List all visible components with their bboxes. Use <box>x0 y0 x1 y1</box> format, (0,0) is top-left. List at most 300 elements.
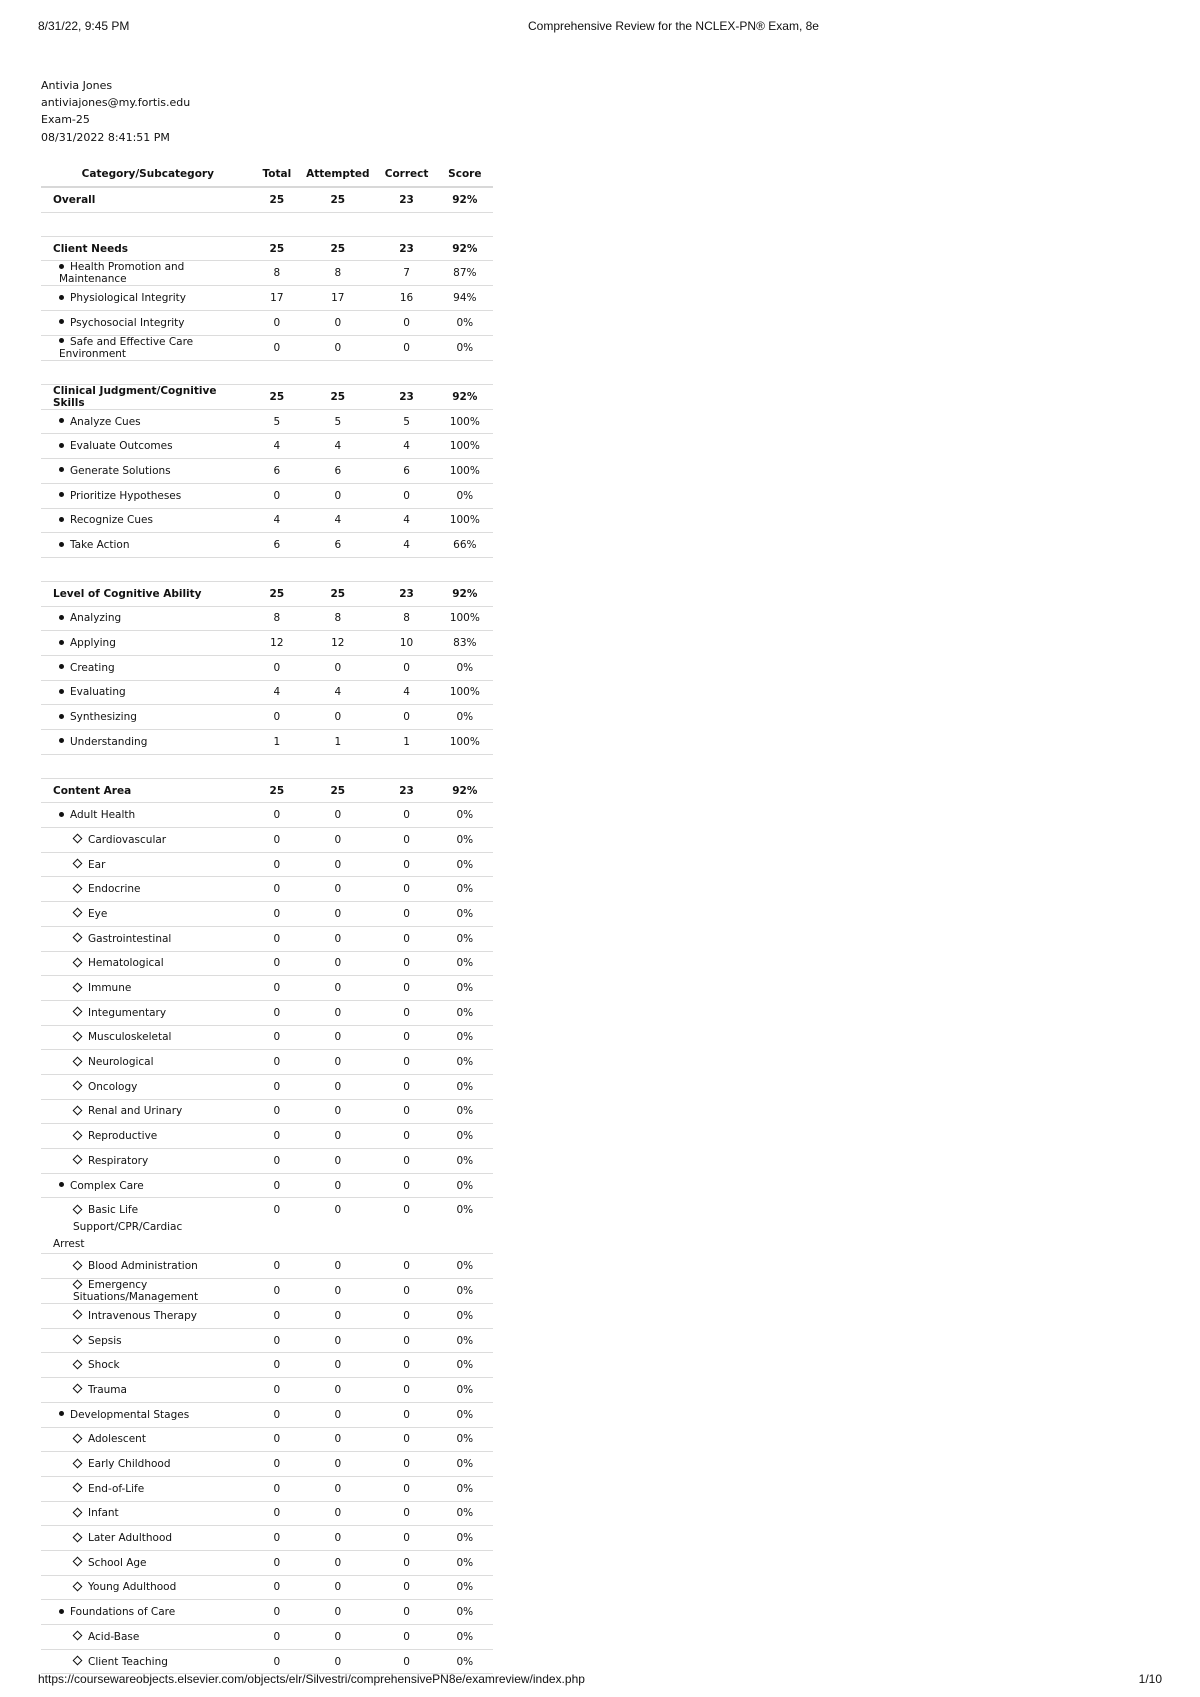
table-row <box>41 730 493 755</box>
attempted-cell: 1 <box>299 730 376 755</box>
category-label: Trauma <box>88 1383 127 1396</box>
category-label: Endocrine <box>88 883 141 896</box>
attempted-cell: 0 <box>299 1328 376 1353</box>
diamond-icon <box>73 1458 83 1468</box>
correct-cell: 23 <box>376 778 436 803</box>
score-cell: 0% <box>437 1124 493 1149</box>
total-cell: 0 <box>255 1304 300 1329</box>
diamond-icon <box>73 834 83 844</box>
diamond-icon <box>73 883 83 893</box>
total-cell: 0 <box>255 1600 300 1625</box>
table-row <box>41 1600 493 1625</box>
score-cell: 92% <box>437 778 493 803</box>
category-cell <box>41 533 255 558</box>
category-cell <box>41 778 255 803</box>
category-cell <box>41 335 255 360</box>
total-cell: 0 <box>255 1575 300 1600</box>
attempted-cell: 0 <box>299 1149 376 1174</box>
table-row <box>41 187 493 212</box>
correct-cell: 0 <box>376 1600 436 1625</box>
total-cell: 8 <box>255 606 300 631</box>
bullet-icon <box>59 295 64 300</box>
attempted-cell: 0 <box>299 655 376 680</box>
attempted-cell: 0 <box>299 1254 376 1279</box>
print-date: 8/31/22, 9:45 PM <box>38 19 130 33</box>
bullet-icon <box>59 517 64 522</box>
table-row <box>41 1279 493 1304</box>
diamond-icon <box>73 859 83 869</box>
score-cell: 0% <box>437 1600 493 1625</box>
correct-cell: 4 <box>376 533 436 558</box>
category-label: Renal and Urinary <box>88 1105 183 1118</box>
table-row <box>41 1000 493 1025</box>
attempted-cell: 0 <box>299 926 376 951</box>
correct-cell: 23 <box>376 581 436 606</box>
col-header-category: Category/Subcategory <box>41 162 255 187</box>
category-cell <box>41 286 255 311</box>
correct-cell: 0 <box>376 1476 436 1501</box>
attempted-cell: 0 <box>299 1526 376 1551</box>
diamond-icon <box>73 1335 83 1345</box>
col-header-score: Score <box>437 162 493 187</box>
table-row <box>41 926 493 951</box>
table-row <box>41 803 493 828</box>
total-cell: 0 <box>255 1378 300 1403</box>
category-cell <box>41 1378 255 1403</box>
category-label: Developmental Stages <box>70 1408 190 1421</box>
attempted-cell: 0 <box>299 335 376 360</box>
category-cell <box>41 705 255 730</box>
total-cell: 0 <box>255 1124 300 1149</box>
category-label: Safe and Effective Care Environment <box>59 335 194 360</box>
attempted-cell: 0 <box>299 976 376 1001</box>
correct-cell: 4 <box>376 508 436 533</box>
category-label: Analyze Cues <box>70 415 141 428</box>
bullet-icon <box>59 264 64 269</box>
total-cell: 6 <box>255 459 300 484</box>
category-cell <box>41 1600 255 1625</box>
correct-cell: 0 <box>376 1149 436 1174</box>
category-cell <box>41 1198 255 1254</box>
table-row <box>41 1575 493 1600</box>
correct-cell: 4 <box>376 434 436 459</box>
category-cell <box>41 187 255 212</box>
correct-cell: 0 <box>376 1353 436 1378</box>
attempted-cell: 0 <box>299 1000 376 1025</box>
correct-cell: 0 <box>376 1526 436 1551</box>
attempted-cell: 0 <box>299 1173 376 1198</box>
correct-cell: 23 <box>376 236 436 261</box>
diamond-icon <box>73 1557 83 1567</box>
category-label-continued: Arrest <box>53 1238 85 1251</box>
total-cell: 0 <box>255 1254 300 1279</box>
correct-cell: 0 <box>376 1173 436 1198</box>
diamond-icon <box>73 1007 83 1017</box>
total-cell: 25 <box>255 187 300 212</box>
table-row <box>41 655 493 680</box>
score-cell: 83% <box>437 631 493 656</box>
category-label: Young Adulthood <box>88 1581 177 1594</box>
table-row <box>41 1099 493 1124</box>
category-label: Ear <box>88 858 106 871</box>
bullet-icon <box>59 714 64 719</box>
correct-cell: 0 <box>376 1575 436 1600</box>
diamond-icon <box>73 1106 83 1116</box>
total-cell: 4 <box>255 680 300 705</box>
bullet-icon <box>59 1411 64 1416</box>
score-cell: 0% <box>437 1328 493 1353</box>
col-header-correct: Correct <box>376 162 436 187</box>
bullet-icon <box>59 338 64 343</box>
category-label: End-of-Life <box>88 1482 145 1495</box>
total-cell: 0 <box>255 803 300 828</box>
table-row <box>41 1550 493 1575</box>
attempted-cell: 0 <box>299 1279 376 1304</box>
category-label: Overall <box>53 193 96 206</box>
bullet-icon <box>59 443 64 448</box>
attempted-cell: 25 <box>299 581 376 606</box>
attempted-cell: 0 <box>299 1353 376 1378</box>
score-cell: 0% <box>437 877 493 902</box>
correct-cell: 0 <box>376 1304 436 1329</box>
total-cell: 5 <box>255 409 300 434</box>
category-label: Adult Health <box>70 809 136 822</box>
attempted-cell: 4 <box>299 680 376 705</box>
attempted-cell: 0 <box>299 1304 376 1329</box>
category-label: Sepsis <box>88 1334 122 1347</box>
correct-cell: 7 <box>376 261 436 286</box>
bullet-icon <box>59 319 64 324</box>
total-cell: 0 <box>255 877 300 902</box>
category-cell <box>41 631 255 656</box>
score-cell: 0% <box>437 1353 493 1378</box>
attempted-cell: 0 <box>299 1452 376 1477</box>
total-cell: 17 <box>255 286 300 311</box>
score-cell: 100% <box>437 508 493 533</box>
bullet-icon <box>59 812 64 817</box>
total-cell: 0 <box>255 1526 300 1551</box>
attempted-cell: 0 <box>299 803 376 828</box>
category-label: Take Action <box>70 539 130 552</box>
category-cell <box>41 581 255 606</box>
table-row <box>41 1050 493 1075</box>
category-cell <box>41 852 255 877</box>
score-cell: 0% <box>437 1501 493 1526</box>
category-cell <box>41 434 255 459</box>
correct-cell: 8 <box>376 606 436 631</box>
score-cell: 0% <box>437 951 493 976</box>
bullet-icon <box>59 1182 64 1187</box>
score-cell: 100% <box>437 409 493 434</box>
category-label: Understanding <box>70 735 148 748</box>
category-label: Blood Administration <box>88 1260 198 1273</box>
attempted-cell: 4 <box>299 508 376 533</box>
correct-cell: 0 <box>376 1402 436 1427</box>
score-cell: 0% <box>437 311 493 336</box>
attempted-cell: 0 <box>299 877 376 902</box>
score-cell: 100% <box>437 730 493 755</box>
table-row <box>41 434 493 459</box>
category-cell <box>41 311 255 336</box>
attempted-cell: 0 <box>299 1600 376 1625</box>
attempted-cell: 0 <box>299 1124 376 1149</box>
table-row <box>41 1402 493 1427</box>
total-cell: 0 <box>255 655 300 680</box>
score-cell: 0% <box>437 1649 493 1674</box>
attempted-cell: 0 <box>299 311 376 336</box>
attempted-cell: 8 <box>299 261 376 286</box>
diamond-icon <box>73 1081 83 1091</box>
category-label: Analyzing <box>70 612 122 625</box>
table-row <box>41 286 493 311</box>
spacer-cell <box>41 557 493 581</box>
table-row <box>41 1124 493 1149</box>
category-label: Generate Solutions <box>70 464 171 477</box>
correct-cell: 0 <box>376 1452 436 1477</box>
category-label: Acid-Base <box>88 1630 140 1643</box>
category-label: Immune <box>88 982 132 995</box>
total-cell: 0 <box>255 311 300 336</box>
total-cell: 0 <box>255 1353 300 1378</box>
table-row <box>41 533 493 558</box>
attempted-cell: 12 <box>299 631 376 656</box>
correct-cell: 1 <box>376 730 436 755</box>
bullet-icon <box>59 492 64 497</box>
score-cell: 100% <box>437 606 493 631</box>
score-cell: 0% <box>437 1050 493 1075</box>
total-cell: 25 <box>255 236 300 261</box>
correct-cell: 0 <box>376 877 436 902</box>
total-cell: 12 <box>255 631 300 656</box>
correct-cell: 0 <box>376 828 436 853</box>
category-cell <box>41 951 255 976</box>
category-label: Infant <box>88 1507 119 1520</box>
category-label: Health Promotion and Maintenance <box>59 261 185 286</box>
total-cell: 0 <box>255 852 300 877</box>
total-cell: 0 <box>255 828 300 853</box>
attempted-cell: 0 <box>299 1550 376 1575</box>
category-label: Synthesizing <box>70 711 137 724</box>
category-cell <box>41 1173 255 1198</box>
category-label: Foundations of Care <box>70 1606 176 1619</box>
score-cell: 66% <box>437 533 493 558</box>
category-label: Integumentary <box>88 1006 167 1019</box>
category-cell <box>41 926 255 951</box>
spacer-cell <box>41 212 493 236</box>
diamond-icon <box>73 1631 83 1641</box>
total-cell: 0 <box>255 1402 300 1427</box>
score-table <box>41 162 493 1674</box>
score-cell: 0% <box>437 1254 493 1279</box>
category-cell <box>41 1099 255 1124</box>
exam-datetime: 08/31/2022 8:41:51 PM <box>41 130 170 144</box>
total-cell: 0 <box>255 1173 300 1198</box>
score-cell: 0% <box>437 1198 493 1254</box>
category-label: Intravenous Therapy <box>88 1309 197 1322</box>
category-cell <box>41 1124 255 1149</box>
category-label: Psychosocial Integrity <box>70 316 185 329</box>
total-cell: 0 <box>255 1074 300 1099</box>
attempted-cell: 0 <box>299 1050 376 1075</box>
correct-cell: 23 <box>376 384 436 409</box>
bullet-icon <box>59 640 64 645</box>
diamond-icon <box>73 1433 83 1443</box>
print-url: https://coursewareobjects.elsevier.com/objects/elr/Silvestri/comprehensivePN8e/examreview/index.php <box>38 1672 585 1686</box>
category-label: Content Area <box>53 784 132 797</box>
total-cell: 0 <box>255 1476 300 1501</box>
table-row <box>41 1254 493 1279</box>
attempted-cell: 0 <box>299 1025 376 1050</box>
category-cell <box>41 1402 255 1427</box>
category-cell <box>41 1279 255 1304</box>
category-cell <box>41 261 255 286</box>
total-cell: 8 <box>255 261 300 286</box>
attempted-cell: 0 <box>299 1074 376 1099</box>
table-row <box>41 877 493 902</box>
table-row <box>41 1501 493 1526</box>
table-row <box>41 705 493 730</box>
total-cell: 0 <box>255 1279 300 1304</box>
table-row <box>41 828 493 853</box>
table-row <box>41 261 493 286</box>
table-row <box>41 606 493 631</box>
table-header-row <box>41 162 493 187</box>
score-cell: 87% <box>437 261 493 286</box>
bullet-icon <box>59 689 64 694</box>
score-cell: 0% <box>437 1173 493 1198</box>
category-label: Eye <box>88 907 108 920</box>
category-label: Applying <box>70 637 116 650</box>
col-header-attempted: Attempted <box>299 162 376 187</box>
exam-name: Exam-25 <box>41 113 90 127</box>
total-cell: 4 <box>255 434 300 459</box>
correct-cell: 0 <box>376 705 436 730</box>
correct-cell: 0 <box>376 951 436 976</box>
correct-cell: 6 <box>376 459 436 484</box>
total-cell: 0 <box>255 1625 300 1650</box>
table-row <box>41 1025 493 1050</box>
diamond-icon <box>73 1279 83 1289</box>
attempted-cell: 6 <box>299 459 376 484</box>
table-row <box>41 236 493 261</box>
diamond-icon <box>73 1656 83 1666</box>
score-cell: 0% <box>437 1625 493 1650</box>
attempted-cell: 6 <box>299 533 376 558</box>
table-row <box>41 1476 493 1501</box>
score-cell: 0% <box>437 1099 493 1124</box>
table-spacer-row <box>41 557 493 581</box>
diamond-icon <box>73 1031 83 1041</box>
category-cell <box>41 976 255 1001</box>
score-cell: 100% <box>437 680 493 705</box>
correct-cell: 0 <box>376 1000 436 1025</box>
correct-cell: 0 <box>376 1501 436 1526</box>
score-cell: 0% <box>437 803 493 828</box>
score-cell: 100% <box>437 459 493 484</box>
category-cell <box>41 1550 255 1575</box>
category-cell <box>41 1476 255 1501</box>
category-label: Oncology <box>88 1080 138 1093</box>
category-cell <box>41 1025 255 1050</box>
correct-cell: 0 <box>376 1649 436 1674</box>
table-row <box>41 1625 493 1650</box>
category-label: Musculoskeletal <box>88 1031 172 1044</box>
category-label: Creating <box>70 661 115 674</box>
correct-cell: 0 <box>376 926 436 951</box>
table-row <box>41 852 493 877</box>
total-cell: 0 <box>255 1025 300 1050</box>
table-row <box>41 508 493 533</box>
score-cell: 0% <box>437 335 493 360</box>
correct-cell: 0 <box>376 1328 436 1353</box>
category-label: Evaluating <box>70 686 126 699</box>
category-label: Respiratory <box>88 1154 149 1167</box>
total-cell: 4 <box>255 508 300 533</box>
attempted-cell: 0 <box>299 951 376 976</box>
score-cell: 92% <box>437 236 493 261</box>
table-spacer-row <box>41 754 493 778</box>
correct-cell: 0 <box>376 335 436 360</box>
score-cell: 0% <box>437 1074 493 1099</box>
category-cell <box>41 1353 255 1378</box>
bullet-icon <box>59 664 64 669</box>
correct-cell: 0 <box>376 311 436 336</box>
diamond-icon <box>73 982 83 992</box>
correct-cell: 0 <box>376 902 436 927</box>
attempted-cell: 0 <box>299 1625 376 1650</box>
print-footer <box>38 1672 1162 1690</box>
col-header-total: Total <box>255 162 300 187</box>
category-label: Early Childhood <box>88 1458 171 1471</box>
attempted-cell: 5 <box>299 409 376 434</box>
attempted-cell: 25 <box>299 187 376 212</box>
score-cell: 0% <box>437 1000 493 1025</box>
category-cell <box>41 1649 255 1674</box>
correct-cell: 23 <box>376 187 436 212</box>
attempted-cell: 0 <box>299 1099 376 1124</box>
category-cell <box>41 384 255 409</box>
category-label: Cardiovascular <box>88 833 167 846</box>
score-cell: 0% <box>437 976 493 1001</box>
table-row <box>41 1452 493 1477</box>
table-row <box>41 976 493 1001</box>
total-cell: 0 <box>255 1000 300 1025</box>
score-cell: 0% <box>437 1402 493 1427</box>
score-cell: 0% <box>437 1476 493 1501</box>
correct-cell: 4 <box>376 680 436 705</box>
attempted-cell: 0 <box>299 1501 376 1526</box>
score-cell: 92% <box>437 187 493 212</box>
diamond-icon <box>73 1507 83 1517</box>
attempted-cell: 0 <box>299 1476 376 1501</box>
diamond-icon <box>73 1582 83 1592</box>
score-cell: 0% <box>437 1378 493 1403</box>
table-row <box>41 311 493 336</box>
diamond-icon <box>73 1260 83 1270</box>
category-cell <box>41 1501 255 1526</box>
total-cell: 0 <box>255 1198 300 1254</box>
category-cell <box>41 1074 255 1099</box>
correct-cell: 0 <box>376 852 436 877</box>
table-body <box>41 187 493 1674</box>
bullet-icon <box>59 418 64 423</box>
student-name: Antivia Jones <box>41 79 113 92</box>
score-cell: 0% <box>437 1304 493 1329</box>
category-label: Recognize Cues <box>70 514 153 527</box>
category-label: Later Adulthood <box>88 1532 173 1545</box>
attempted-cell: 0 <box>299 1402 376 1427</box>
category-label: Complex Care <box>70 1179 144 1192</box>
